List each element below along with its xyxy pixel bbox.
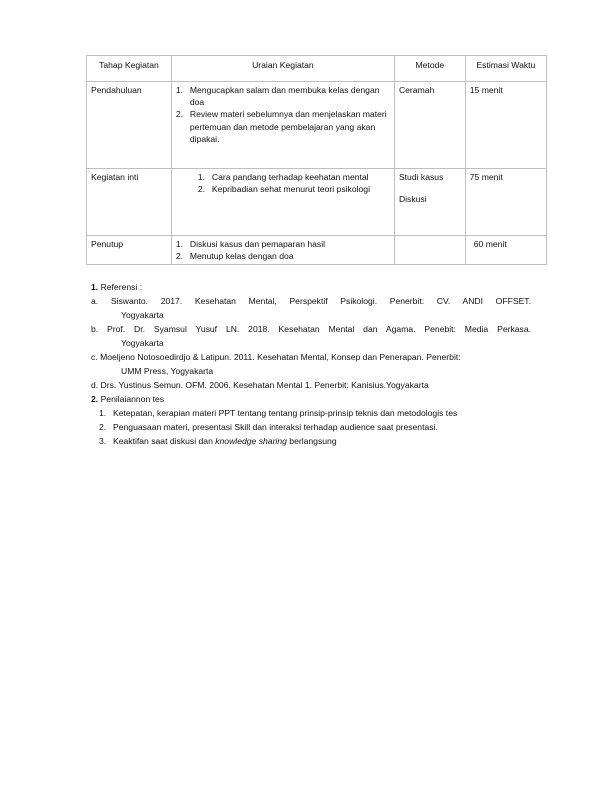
row-method (394, 236, 465, 265)
list-item: 1. Mengucapkan salam dan membuka kelas dengan doa (175, 85, 380, 108)
header-description: Uraian Kegiatan (171, 56, 394, 82)
list-item: 3. Keaktifan saat diskusi dan knowledge sharing berlangsung (99, 436, 337, 446)
reference-item: b. Prof. Dr. Syamsul Yusuf LN. 2018. Kesehatan Mental dan Agama. Penebit: Media Perkasa. (91, 324, 531, 334)
row-method: Studi kasus Diskusi (394, 169, 465, 236)
row-method: Ceramah (394, 82, 465, 169)
header-time: Estimasi Waktu (465, 56, 546, 82)
header-stage: Tahap Kegiatan (87, 56, 172, 82)
list-item: 2. Kepribadian sehat menurut teori psikologi (197, 184, 370, 195)
activity-table (86, 55, 547, 265)
reference-item: d. Drs. Yustinus Semun. OFM. 2006. Kesehatan Mental 1. Penerbit: Kanisius.Yogyakarta (91, 380, 429, 390)
assessment-heading: 2. Penilaiannon tes (91, 394, 165, 404)
row-time: 15 menit (465, 82, 546, 169)
row-stage: Kegiatan inti (87, 169, 172, 236)
row-time: 75 menit (465, 169, 546, 236)
reference-item-cont: Yogyakarta (121, 310, 164, 320)
list-item: 2. Penguasaan materi, presentasi Skill dan interaksi terhadap audience saat presentasi. (99, 422, 438, 432)
row-time: 60 menit (465, 236, 546, 265)
row-stage: Pendahuluan (87, 82, 172, 169)
header-method: Metode (394, 56, 465, 82)
list-item: 1. Cara pandang terhadap keehatan mental (197, 172, 369, 182)
reference-item: c. Moeljeno Notosoedirdjo & Latipun. 2011. Kesehatan Mental, Konsep dan Penerapan. Penerbit: (91, 352, 461, 362)
table-header-row (87, 56, 547, 82)
table-row (87, 82, 547, 169)
row-description (171, 169, 394, 236)
list-item: 1. Diskusi kasus dan pemaparan hasil (175, 239, 326, 249)
references-heading: 1. Referensi : (91, 282, 143, 292)
list-item: 1. Ketepatan, kerapian materi PPT tentang tentang prinsip-prinsip teknis dan metodologis tes (99, 408, 458, 418)
row-description (171, 82, 394, 169)
references-section (91, 280, 531, 448)
assessment-list (91, 406, 531, 448)
table-row (87, 236, 547, 265)
table-row (87, 169, 547, 236)
row-stage: Penutup (87, 236, 172, 265)
reference-item: a. Siswanto. 2017. Kesehatan Mental, Perspektif Psikologi. Penerbit: CV. ANDI OFFSET. (91, 296, 531, 306)
reference-item-cont: UMM Press, Yogyakarta (121, 366, 214, 376)
list-item: 2. Review materi sebelumnya dan menjelaskan materi pertemuan dan metode pembelajaran yang akan dipakai. (175, 109, 387, 144)
row-description (171, 236, 394, 265)
reference-item-cont: Yogyakarta (121, 338, 164, 348)
list-item: 2. Menutup kelas dengan doa (175, 251, 294, 262)
